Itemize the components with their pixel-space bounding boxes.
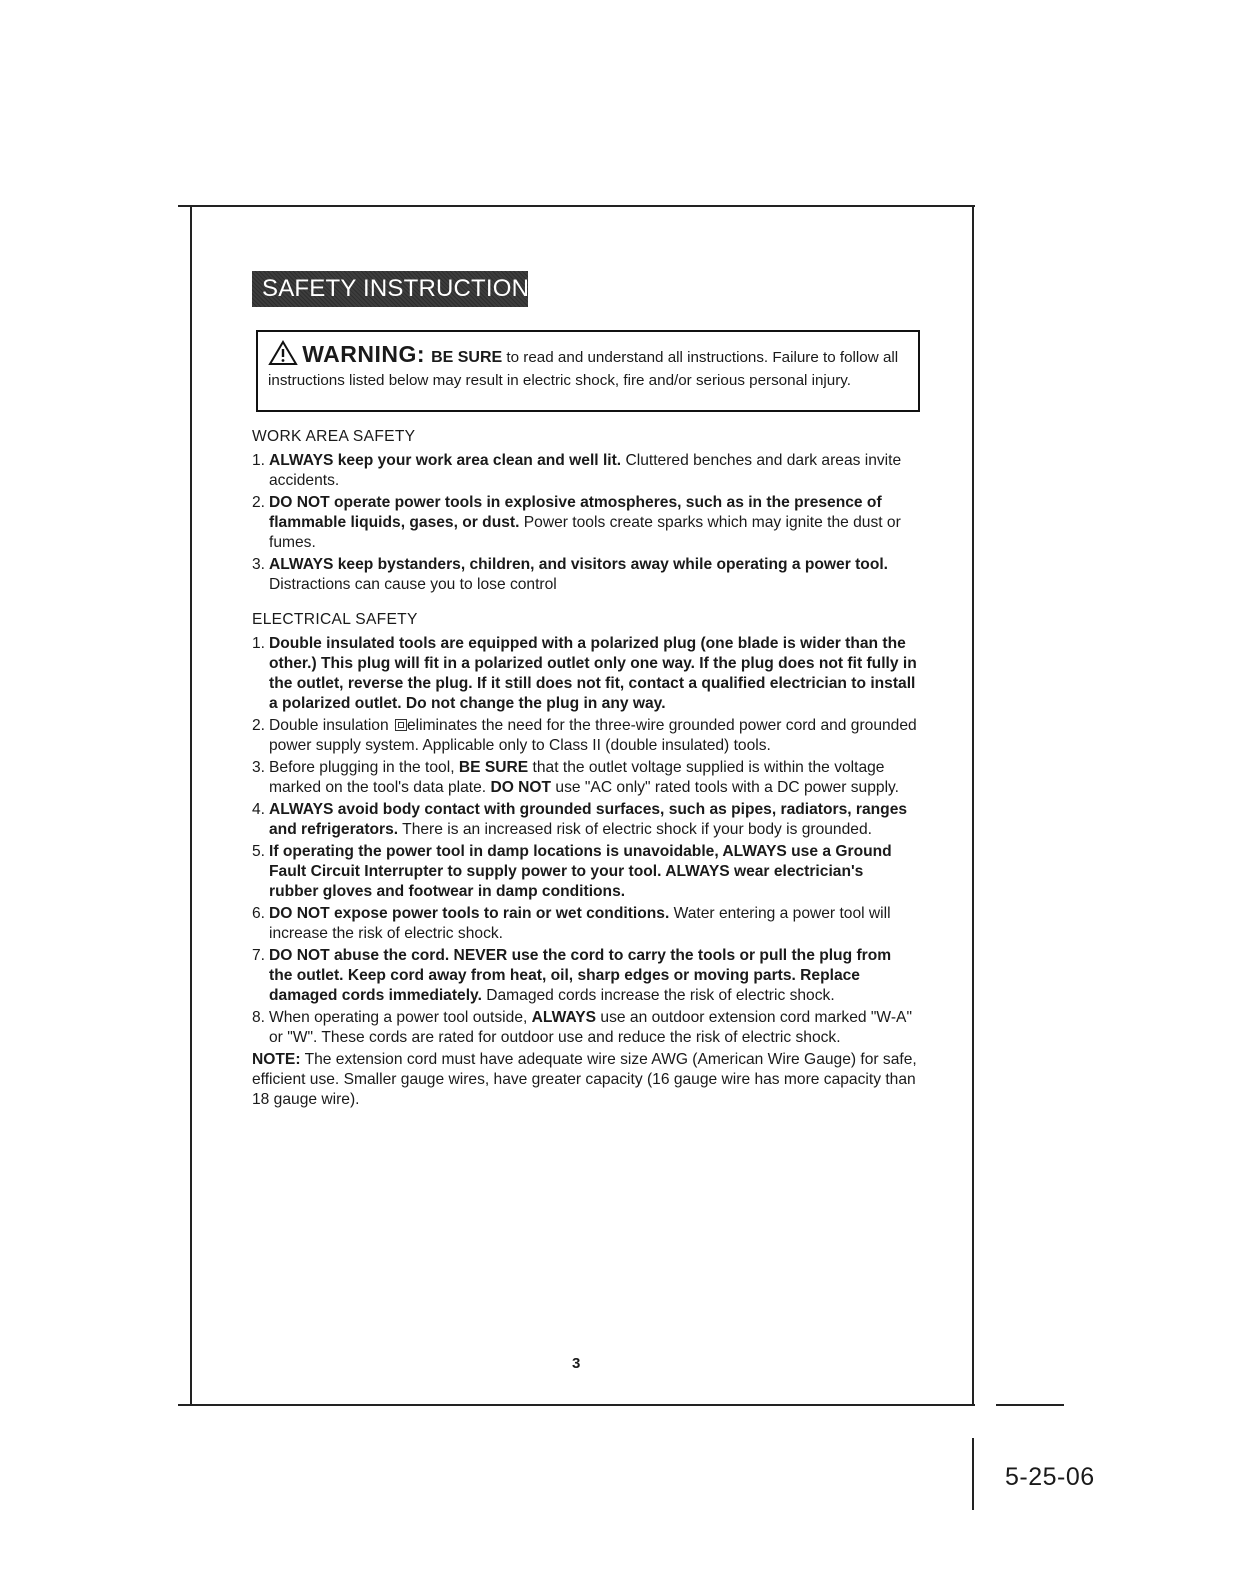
item-text: Water entering a power tool will increase the risk of electric shock. (269, 905, 891, 942)
item-bold-text: DO NOT operate power tools in explosive atmospheres, such as in the presence of flammable liquids, gases, or dust. (269, 494, 882, 531)
list-item (252, 555, 917, 595)
item-bold-text: If operating the power tool in damp locations is unavoidable, ALWAYS use a Ground Fault Circuit Interrupter to supply power to your tool. ALWAYS wear electrician's rubber gloves and footwear in damp conditions. (269, 843, 892, 900)
section-banner: SAFETY INSTRUCTIONS (252, 271, 528, 307)
item-number: 2. (252, 717, 266, 734)
list-item (252, 842, 917, 902)
item-bold-text: ALWAYS avoid body contact with grounded surfaces, such as pipes, radiators, ranges and refrigerators. (269, 801, 908, 838)
list-item (252, 493, 917, 553)
list-item (252, 758, 917, 798)
list-item (252, 716, 917, 756)
item-text: Power tools create sparks which may ignite the dust or fumes. (269, 514, 901, 551)
warning-box (256, 330, 920, 412)
item-number: 1. (252, 635, 266, 652)
item-text: When operating a power tool outside, (269, 1009, 532, 1026)
warning-text: to read and understand all instructions. Failure to follow all instructions listed below may result in electric shock, fire and/or serious personal injury. (268, 349, 899, 389)
frame-right-line (972, 205, 974, 1405)
electrical-heading: ELECTRICAL SAFETY (252, 611, 418, 628)
note-paragraph (252, 1050, 917, 1110)
side-vertical-line (972, 1438, 974, 1510)
item-number: 1. (252, 452, 266, 469)
item-bold-text: DO NOT (490, 779, 552, 796)
item-text: Distractions can cause you to lose control (269, 576, 557, 593)
item-number: 7. (252, 947, 266, 964)
item-text: Double insulation (269, 717, 393, 734)
item-number: 5. (252, 843, 266, 860)
item-text: use an outdoor extension cord marked "W-A" or "W". These cords are rated for outdoor use and reduce the risk of electric shock. (269, 1009, 912, 1046)
item-text: Damaged cords increase the risk of electric shock. (481, 987, 835, 1004)
instructions-content (252, 427, 917, 1110)
item-number: 3. (252, 759, 266, 776)
warning-be-sure: BE SURE (431, 349, 503, 366)
item-bold-text: Double insulated tools are equipped with a polarized plug (one blade is wider than the other.) This plug will fit in a polarized outlet only one way. If the plug does not fit fully in the outlet, reverse the plug. If it still does not fit, contact a qualified electrician to install a polarized outlet. Do not change the plug in any way. (269, 635, 917, 712)
item-number: 3. (252, 556, 266, 573)
note-text: The extension cord must have adequate wire size AWG (American Wire Gauge) for safe, efficient use. Smaller gauge wires, have greater capacity (16 gauge wire has more capacity than 18 gauge wire). (252, 1051, 917, 1108)
list-item (252, 800, 917, 840)
item-text: that the outlet voltage supplied is within the voltage marked on the tool's data plate. (269, 759, 885, 796)
item-number: 4. (252, 801, 266, 818)
item-text: Before plugging in the tool, (269, 759, 459, 776)
item-text: There is an increased risk of electric shock if your body is grounded. (398, 821, 872, 838)
warning-triangle-icon (268, 340, 298, 371)
page-number: 3 (572, 1355, 581, 1372)
item-bold-text: ALWAYS keep bystanders, children, and visitors away while operating a power tool. (269, 556, 889, 573)
side-date: 5-25-06 (1005, 1463, 1095, 1491)
list-item (252, 946, 917, 1006)
item-bold-text: BE SURE (458, 759, 529, 776)
item-text: Cluttered benches and dark areas invite accidents. (269, 452, 902, 489)
list-item (252, 1008, 917, 1048)
item-bold-text: DO NOT expose power tools to rain or wet conditions. (269, 905, 670, 922)
double-insulation-icon (395, 719, 407, 731)
item-bold-text: ALWAYS keep your work area clean and well lit. (269, 452, 622, 469)
side-short-line (996, 1404, 1064, 1406)
item-number: 2. (252, 494, 266, 511)
item-number: 8. (252, 1009, 266, 1026)
list-item (252, 451, 917, 491)
frame-left-line (190, 205, 192, 1405)
warning-label: WARNING: (302, 341, 426, 367)
list-item (252, 904, 917, 944)
frame-bottom-line (178, 1404, 975, 1406)
work-area-heading: WORK AREA SAFETY (252, 428, 416, 445)
frame-top-line (178, 205, 975, 207)
item-number: 6. (252, 905, 266, 922)
item-text: use "AC only" rated tools with a DC power supply. (551, 779, 900, 796)
list-item (252, 634, 917, 714)
item-text: eliminates the need for the three-wire grounded power cord and grounded power supply system. Applicable only to Class II (double insulated) tools. (269, 717, 917, 754)
item-bold-text: ALWAYS (531, 1009, 597, 1026)
note-label: NOTE: (252, 1051, 301, 1068)
item-bold-text: DO NOT abuse the cord. NEVER use the cord to carry the tools or pull the plug from the outlet. Keep cord away from heat, oil, sharp edges or moving parts. Replace damaged cords immediately. (269, 947, 892, 1004)
